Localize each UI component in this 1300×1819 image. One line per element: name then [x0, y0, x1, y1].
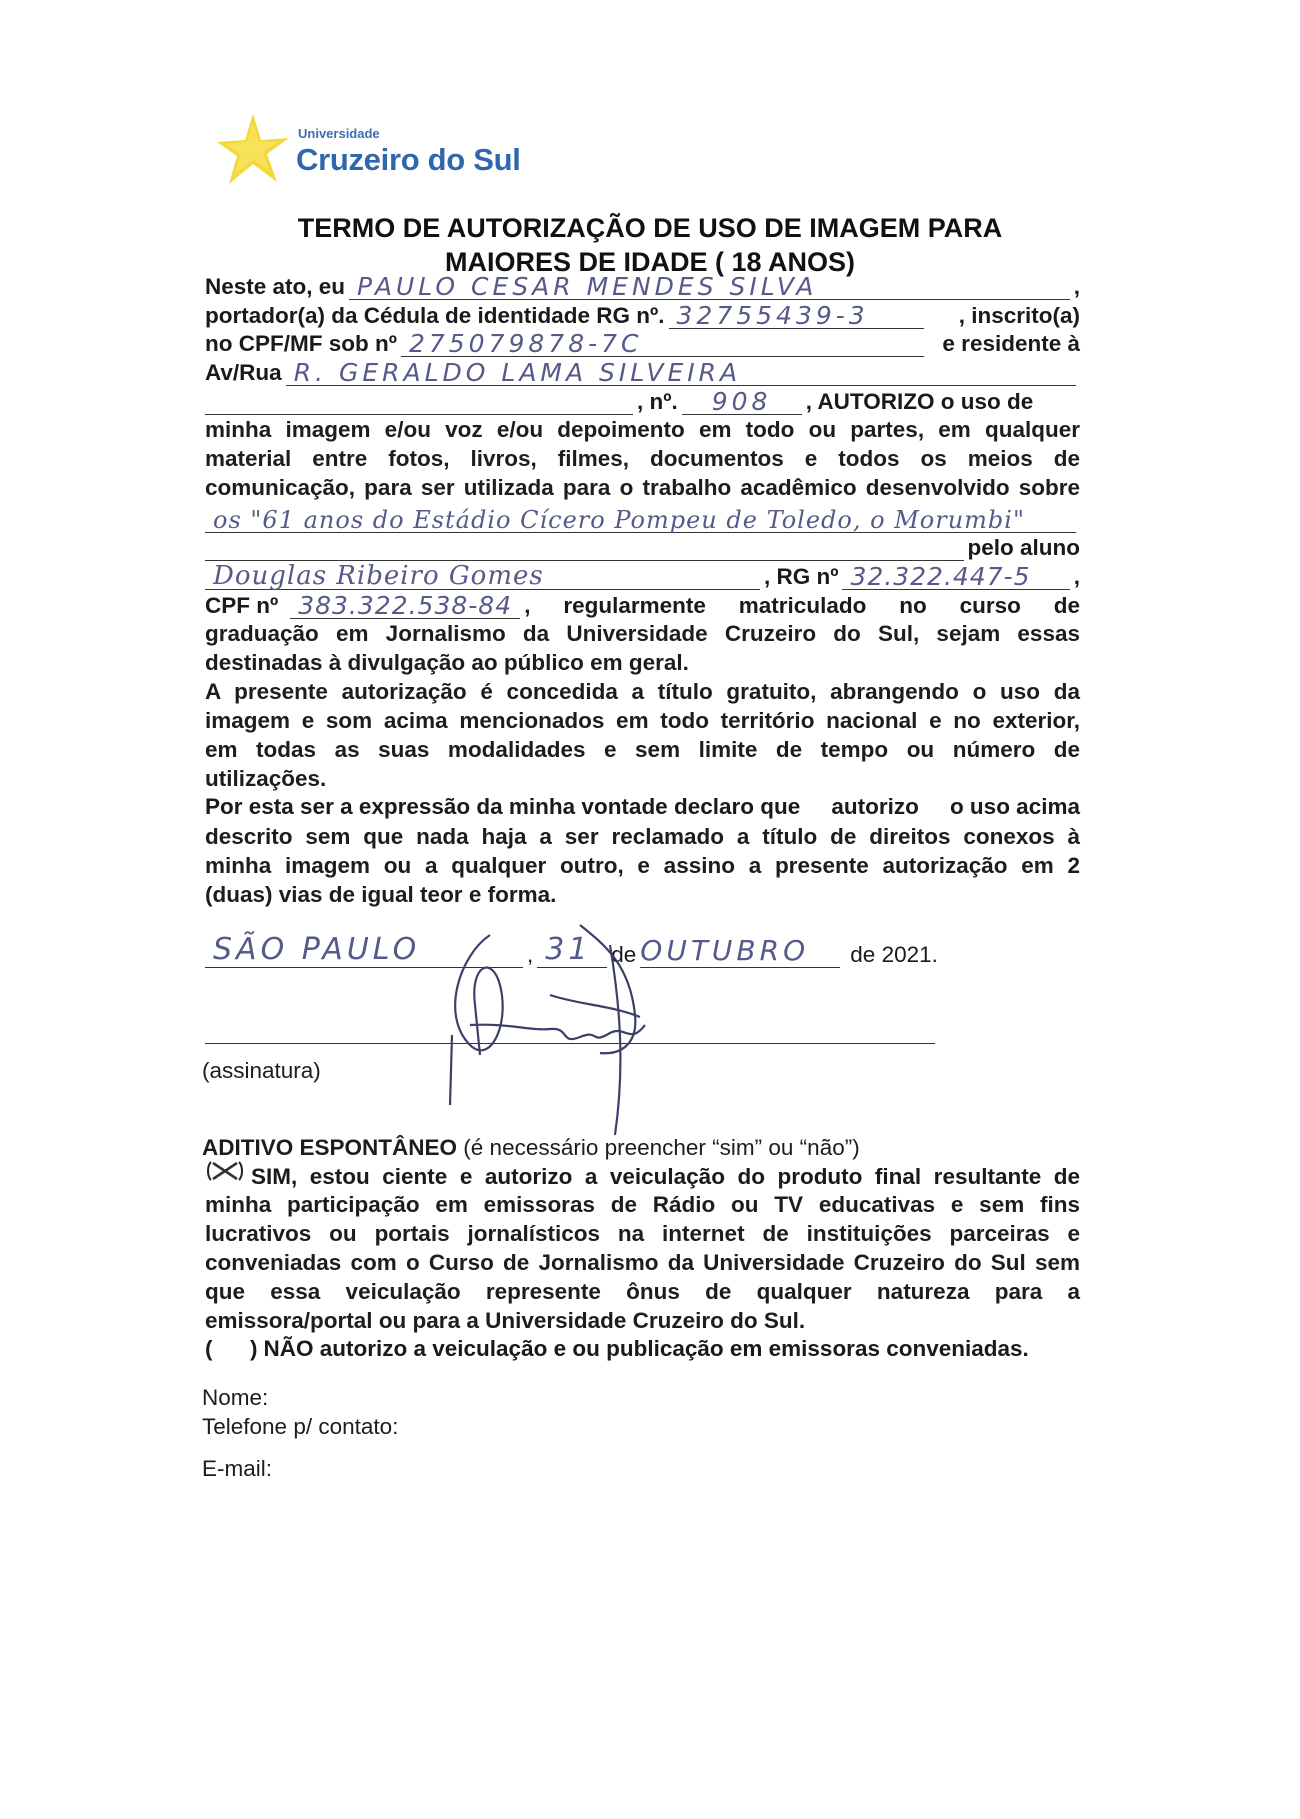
paragraph-1-line-2: material entre fotos, livros, filmes, documentos e todos os meios de [205, 446, 1080, 471]
email-label: E-mail: [202, 1456, 273, 1481]
aditivo-heading [202, 1135, 860, 1161]
rg-aluno-handwritten: 32.322.447-5 [850, 562, 1031, 591]
paragraph-2-line-2: destinadas à divulgação ao público em geral. [205, 650, 689, 675]
university-logo [215, 112, 545, 192]
sim-text-line-3: lucrativos ou portais jornalísticos na internet de instituições parceiras e [205, 1221, 1080, 1246]
sim-checkbox[interactable] [205, 1158, 245, 1190]
de-label: de [611, 942, 637, 967]
sim-text-line-2: minha participação em emissoras de Rádio ou TV educativas e sem fins [205, 1192, 1080, 1217]
autorizo-label: , AUTORIZO o uso de [805, 389, 1034, 414]
subject-row [205, 505, 1080, 533]
rg-aluno-label: , RG nº [764, 564, 839, 589]
portador-label: portador(a) da Cédula de identidade RG nº. [205, 303, 665, 328]
paragraph-3-line-4: utilizações. [205, 766, 327, 791]
date-row: SÃO PAULO , 31 de OUTUBRO de 2021. [205, 940, 955, 968]
numero-field[interactable] [682, 387, 802, 416]
rg-row [205, 301, 1080, 329]
autorizo-emphasis: autorizo [831, 794, 919, 819]
pelo-aluno-row [205, 533, 1080, 561]
sim-text-line-6: emissora/portal ou para a Universidade Cruzeiro do Sul. [205, 1308, 806, 1333]
paragraph-1-line-3: comunicação, para ser utilizada para o trabalho acadêmico desenvolvido sobre [205, 475, 1080, 500]
subject-field[interactable] [205, 506, 1076, 534]
rg-field[interactable] [669, 301, 924, 330]
rg-handwritten: 32755439-3 [676, 301, 869, 330]
aditivo-title: ADITIVO ESPONTÂNEO [202, 1135, 458, 1160]
sim-text-line-4: conveniadas com o Curso de Jornalismo da Universidade Cruzeiro do Sul sem [205, 1250, 1080, 1275]
nome-label: Nome: [202, 1385, 269, 1410]
street-continuation-field[interactable] [205, 394, 633, 415]
cpf-field[interactable] [401, 329, 924, 358]
year-text: de 2021. [850, 942, 938, 967]
neste-ato-label: Neste ato, eu [205, 274, 346, 299]
city-handwritten: SÃO PAULO [213, 932, 421, 967]
paragraph-3-line-3: em todas as suas modalidades e sem limite de tempo ou número de [205, 737, 1080, 762]
student-name-handwritten: Douglas Ribeiro Gomes [213, 561, 544, 591]
cpf-row [205, 329, 1080, 357]
student-row: Douglas Ribeiro Gomes , RG nº 32.322.447-5 , [205, 562, 1080, 590]
subject-handwritten: os "61 anos do Estádio Cícero Pompeu de Toledo, o Morumbi" [213, 506, 1025, 534]
logo-small-text: Universidade [298, 126, 380, 141]
pelo-aluno-label: pelo aluno [967, 535, 1080, 560]
month-handwritten: OUTUBRO [640, 934, 810, 967]
x-mark-icon [205, 1158, 245, 1184]
nao-line [205, 1334, 1085, 1362]
paragraph-4-line-1b: o uso acima [949, 794, 1080, 819]
sim-text-line-5: que essa veiculação represente ônus de qualquer natureza para a [205, 1279, 1080, 1304]
residente-label: e residente à [942, 331, 1080, 356]
numero-handwritten: 908 [711, 387, 772, 416]
paragraph-4-line-1a: Por esta ser a expressão da minha vontade declaro que [205, 794, 801, 819]
cpf-aluno-field[interactable] [290, 591, 520, 620]
street-row [205, 358, 1080, 386]
signature-scribble [430, 905, 690, 1145]
name-field[interactable] [349, 272, 1070, 301]
cpf-aluno-label: CPF nº [205, 593, 279, 618]
avrua-label: Av/Rua [205, 360, 282, 385]
document-title-line2: MAIORES DE IDADE ( 18 ANOS) [444, 247, 856, 277]
cpf-label: no CPF/MF sob nº [205, 331, 397, 356]
paragraph-4-line-3: minha imagem ou a qualquer outro, e assino a presente autorização em 2 [205, 853, 1080, 878]
paragraph-4-line-4: (duas) vias de igual teor e forma. [205, 882, 557, 907]
matriculado-label: , regularmente matriculado no curso de [524, 593, 1080, 618]
nao-text: NÃO autorizo a veiculação e ou publicação em emissoras conveniadas. [263, 1336, 1029, 1361]
sim-line-1 [205, 1162, 1080, 1190]
paragraph-4-line-1 [205, 792, 1080, 820]
name-row: Neste ato, eu PAULO CESAR MENDES SILVA , [205, 272, 1080, 301]
rg-aluno-field[interactable] [842, 562, 1069, 591]
telefone-label: Telefone p/ contato: [202, 1414, 399, 1439]
paragraph-3-line-1: A presente autorização é concedida a título gratuito, abrangendo o uso da [205, 679, 1080, 704]
star-logo-icon [215, 112, 301, 192]
numero-label: , nº. [637, 389, 678, 414]
cpf-aluno-row [205, 591, 1080, 619]
paragraph-1-line-1: minha imagem e/ou voz e/ou depoimento em todo ou partes, em qualquer [205, 417, 1080, 442]
street-handwritten: R. GERALDO LAMA SILVEIRA [293, 358, 742, 387]
cpf-aluno-handwritten: 383.322.538-84 [298, 591, 513, 620]
paragraph-2-line-1: graduação em Jornalismo da Universidade Cruzeiro do Sul, sejam essas [205, 621, 1080, 646]
sim-text-line-1: SIM, estou ciente e autorizo a veiculação do produto final resultante de [251, 1164, 1080, 1189]
document-title-line1: TERMO DE AUTORIZAÇÃO DE USO DE IMAGEM PARA [297, 213, 1003, 243]
nao-checkbox[interactable]: ( ) [205, 1336, 258, 1361]
subject-continuation-field[interactable] [205, 540, 964, 561]
signature-label: (assinatura) [202, 1058, 321, 1083]
paragraph-3-line-2: imagem e som acima mencionados em todo território nacional e no exterior, [205, 708, 1080, 733]
street-field[interactable] [286, 358, 1076, 387]
name-handwritten: PAULO CESAR MENDES SILVA [357, 272, 818, 301]
aditivo-note: (é necessário preencher “sim” ou “não”) [463, 1135, 860, 1160]
number-row [205, 387, 1080, 415]
logo-name: Cruzeiro do Sul [296, 142, 521, 177]
cpf-handwritten: 275079878-7C [408, 329, 643, 358]
inscrito-label: , inscrito(a) [958, 303, 1080, 328]
day-handwritten: 31 [545, 932, 592, 967]
paragraph-4-line-2: descrito sem que nada haja a ser reclamado a título de direitos conexos à [205, 824, 1080, 849]
